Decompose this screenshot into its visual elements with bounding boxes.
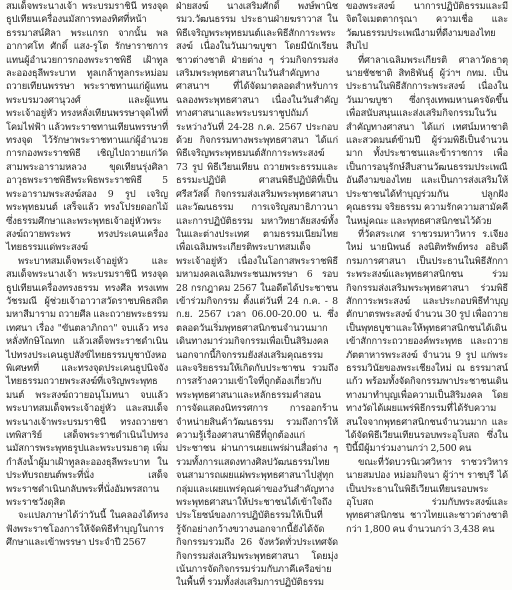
paragraph: พระบาทสมเด็จพระเจ้าอยู่หัว และสมเด็จพระนางเจ้า พระบรมราชินี ทรงจุดธูปเทียนเครื่องทรงธรรม ทรงศีล ทรงเทพวัชรมณี ผู้ช่วยเจ้าอาวาสวัดราชบพิธสถิตมหาสีมาราม ถวายศีล และถวายพระธรรมเทศนา เรื่อง "ขันตลาภิกถา" จบแล้ว ทรงหลั่งทักษิโณทก แล้วเสด็จพระราชดำเนินไปทรงประเคนธูปสังข์ไทยธรรมบูชาบังหอพิเศษทที่ และทรงจุดประเคนธูปนิจจังไทยธรรมถวายพระสงฆ์ที่เจริญพระพุทธมนต์ พระสงฆ์ถวายอนุโมทนา จบแล้ว พระบาทสมเด็จพระเจ้าอยู่หัว และสมเด็จพระนางเจ้าพระบรมราชินี ทรงถวายชาเทพิสาริย์ เสด็จพระราชดำเนินไปทรงนมัสการพระพุทธรูปและพระบรมธาตุ เพิ่มกำลังน้ำผู้มาเฝ้าทูลละอองธุลีพระบาท ในประทับรถยนต์พระที่นั่ง เสด็จพระราชดำเนินกลับพระที่นั่งอัมพรสถาน พระราชวังดุสิต xyxy=(6,255,168,509)
paragraph: ขณะที่วัดบวรนิเวศวิหาร ราชวรวิหาร นายสมปอง หม่อมกิจนา ผู้ว่าฯ ราชบุรี ได้เป็นประธานในพิธีเวียนเทียนรอบพระอุโบสถ ร่วมกับพระสงฆ์และพุทธศาสนิกชน ชาวไทยและชาวต่างชาติ กว่า 1,800 คน จำนวนกว่า 3,438 คน xyxy=(346,456,508,535)
paragraph: ของพระสงฆ์ นาการปฏิบัติธรรมและมีจิตใจเมตตากรุณา ความเชื่อ และวัฒนธรรมประเพณีงามที่ดีงามของไทยสืบไป xyxy=(346,1,508,53)
paragraph: สมเด็จพระนางเจ้า พระบรมราชินี ทรงจุดธูปเทียนเครื่องนมัสการทองทิศที่หน้าธรรมาสน์ศิลา พระแกรก จากนั้น พลอากาศโท ศักดิ์ แสง-รูโต รักษาราชการแทนผู้อำนวยการกองพระราชพิธี เฝ้าทูลละอองธุลีพระบาท ทูลเกล้าทูลกระหม่อมถวายเทียนพรรษา พระราชทานแก่ผู้แทนพระบรมวงศานุวงศ์ และผู้แทนพระเจ้าอยู่หัว ทรงหลั่งเทียนพรรษาจุดไฟที่โคมไฟฟ้า แล้วพระราชทานเทียนพรรษาที่ทรงจุด ไว้รักษาพระราชทานแก่ผู้อำนวยการกองพระราชพิธี เชิญไปถวายแก่วัดสามพระอารามหลวง ขุดเทียนรุ่งศิลาอาวุธพระราชพิธีพระพิธพระราชพิธี 5 พระอารามพระสงฆ์สอง 9 รูป เจริญพระพุทธมนต์ เสร็จแล้ว ทรงโปรยดอกไม้ซึ่งธรรมศึกษาและพระพุทธเจ้าอยู่หัวพระสงฆ์ถวายพระพร ทรงประเคนเครื่องไทยธรรมแด่พระสงฆ์ xyxy=(6,1,168,254)
paragraph: ที่วัดสระเกศ ราชวรมหาวิหาร ร.เจียงใหม่ นายนิพนธ์ ลงนิติทรัพย์ทรง อธิบดีกรมการศาสนา เป็นประธานในพิธีสักการะพระสงฆ์และพุทธศาสนิกชน ร่วมกิจกรรมส่งเสริมพระพุทธศาสนา ร่วมพิธีสักการะพระสงฆ์ และประกอบพิธีทำบุญตักบาตรพระสงฆ์ จำนวน 30 รูป เพื่อถวายเป็นพุทธบูชาและให้พุทธศาสนิกชนได้เดินเข้าสักการะถวายองค์พระพุทธ และถวายภัตตาหารพระสงฆ์ จำนวน 9 รูป แก่พระธรรมวินัยของพระเชียงใหม่ ณ ธรรมาสน์แก้ว พร้อมทั้งจัดกิจกรรมพาประชาชนเดินทางมาทำบุญเพื่อความเป็นสิริมงคล โดยทางวัดได้เผยแพร่พิธีกรรมที่ได้รับความสนใจจากพุทธศาสนิกชนจำนวนมาก และได้จัดพิธีเวียนเทียนรอบพระอุโบสถ ซึ่งในปีนี้มีผู้มาร่วมงานกว่า 2,500 คน xyxy=(346,228,508,455)
text-column-1 xyxy=(6,0,168,549)
paragraph: ฝ่ายสงฆ์ นางเสริมศักดิ์ พงษ์พานิช รมว.วัฒนธรรม ประธานฝ่ายฆราวาส ในพิธีเจริญพระพุทธมนต์และพิธีสักการะพระสงฆ์ เนื่องในวันมาฆบูชา โดยมีนักเรียนชาวต่างชาติ ฝ่ายต่าง ๆ ร่วมกิจกรรมส่งเสริมพระพุทธศาสนาในวันสำคัญทางศาสนาฯ ที่ได้จัดมาตลอดสำหรับการฉลองพระพุทธศาสนา เนื่องในวันสำคัญทางศาสนาและพระบรมราชูปถัมภ์ ระหว่างวันที่ 24-28 ก.ค. 2567 ประกอบด้วย กิจกรรมทางพระพุทธศาสนา ได้แก่ พิธีเจริญพระพุทธมนต์สักการะพระสงฆ์ 73 รูป พิธีเวียนเทียน ถวายพระธรรมและธรรมะปฏิบัติ ศาสนพิธีปฏิบัติที่เป็นศรีสวัสดิ์ กิจกรรมส่งเสริมพระพุทธศาสนาและวัฒนธรรม การเจริญสมาธิภาวนาและการปฏิบัติธรรม มหาวิทยาลัยสงฆ์ทั้งในและต่างประเทศ ตามธรรมเนียมไทย เพื่อเฉลิมพระเกียรติพระบาทสมเด็จพระเจ้าอยู่หัว เนื่องในโอกาสพระราชพิธีมหามงคลเฉลิมพระชนมพรรษา 6 รอบ 28 กรกฎาคม 2567 ในอดีตได้ประชาชนเข้าร่วมกิจกรรม ตั้งแต่วันที่ 24 ก.ค. - 8 ก.ย. 2567 เวลา 06.00-20.00 น. ซึ่งตลอดวันเริ่มพุทธศาสนิกชนจำนวนมากเดินทางมาร่วมกิจกรรมเพื่อเป็นสิริมงคลนอกจากนี้กิจกรรมยังส่งเสริมคุณธรรมและจริยธรรมให้เกิดกับประชาชน รวมถึงการสร้างความเข้าใจที่ถูกต้องเกี่ยวกับพระพุทธศาสนาและหลักธรรมคำสอน การจัดแสดงนิทรรศการ การออกร้านจำหน่ายสินค้าวัฒนธรรม รวมถึงการให้ความรู้เรื่องศาสนาพิธีที่ถูกต้องแก่ประชาชน ผ่านการเผยแพร่ผ่านสื่อต่าง ๆ รวมทั้งการแสดงทางศิลปวัฒนธรรมไทย จนสามารถเผยแผ่พระพุทธศาสนาไปสู่ทุกกลุ่มและเผยแพร่คุณค่าของวันสำคัญทางพระพุทธศาสนาให้ประชาชนได้เข้าใจถึงประโยชน์ของการปฏิบัติธรรมให้เป็นที่รู้จักอย่างกว้างขวางนอกจากนี้ยังได้จัดกิจกรรมรวมถึง 26 จังหวัดทั่วประเทศจัดกิจกรรมส่งเสริมพระพุทธศาสนา โดยมุ่งเน้นการจัดกิจกรรมร่วมกับภาคีเครือข่ายในพื้นที่ รวมทั้งส่งเสริมการปฏิบัติธรรม xyxy=(176,1,338,589)
text-column-2 xyxy=(176,0,338,589)
paragraph: ที่ศาลาเฉลิมพระเกียรติ ศาลาวัดธาตุ นายชัชชาติ สิทธิพันธุ์ ผู้ว่าฯ กทม. เป็นประธานในพิธีสักการะพระสงฆ์ เนื่องในวันมาฆบูชา ซึ่งกรุงเทพมหานครจัดขึ้นเพื่อสนับสนุนและส่งเสริมกิจกรรมในวันสำคัญทางศาสนา ได้แก่ เทศน์มหาชาติและสวดมนต์ข้ามปี ผู้ร่วมพิธีเป็นจำนวนมาก ทั้งประชาชนและข้าราชการ เพื่อเป็นการอนุรักษ์สืบสานวัฒนธรรมประเพณีอันดีงามของไทย และเป็นการส่งเสริมให้ประชาชนได้ทำบุญร่วมกัน ปลูกฝังคุณธรรม จริยธรรม ความรักความสามัคคีในหมู่คณะ และพุทธศาสนิกชนไว้ด้วย xyxy=(346,54,508,227)
paragraph: จะแปลภาษาได้ว่าวันนี้ ในคลองได้ทรงฟังพระราชโองการให้จัดพิธีทำบุญในการศึกษาและเข้าพรรษา ประจำปี 2567 xyxy=(6,510,168,549)
text-column-3 xyxy=(346,0,508,535)
